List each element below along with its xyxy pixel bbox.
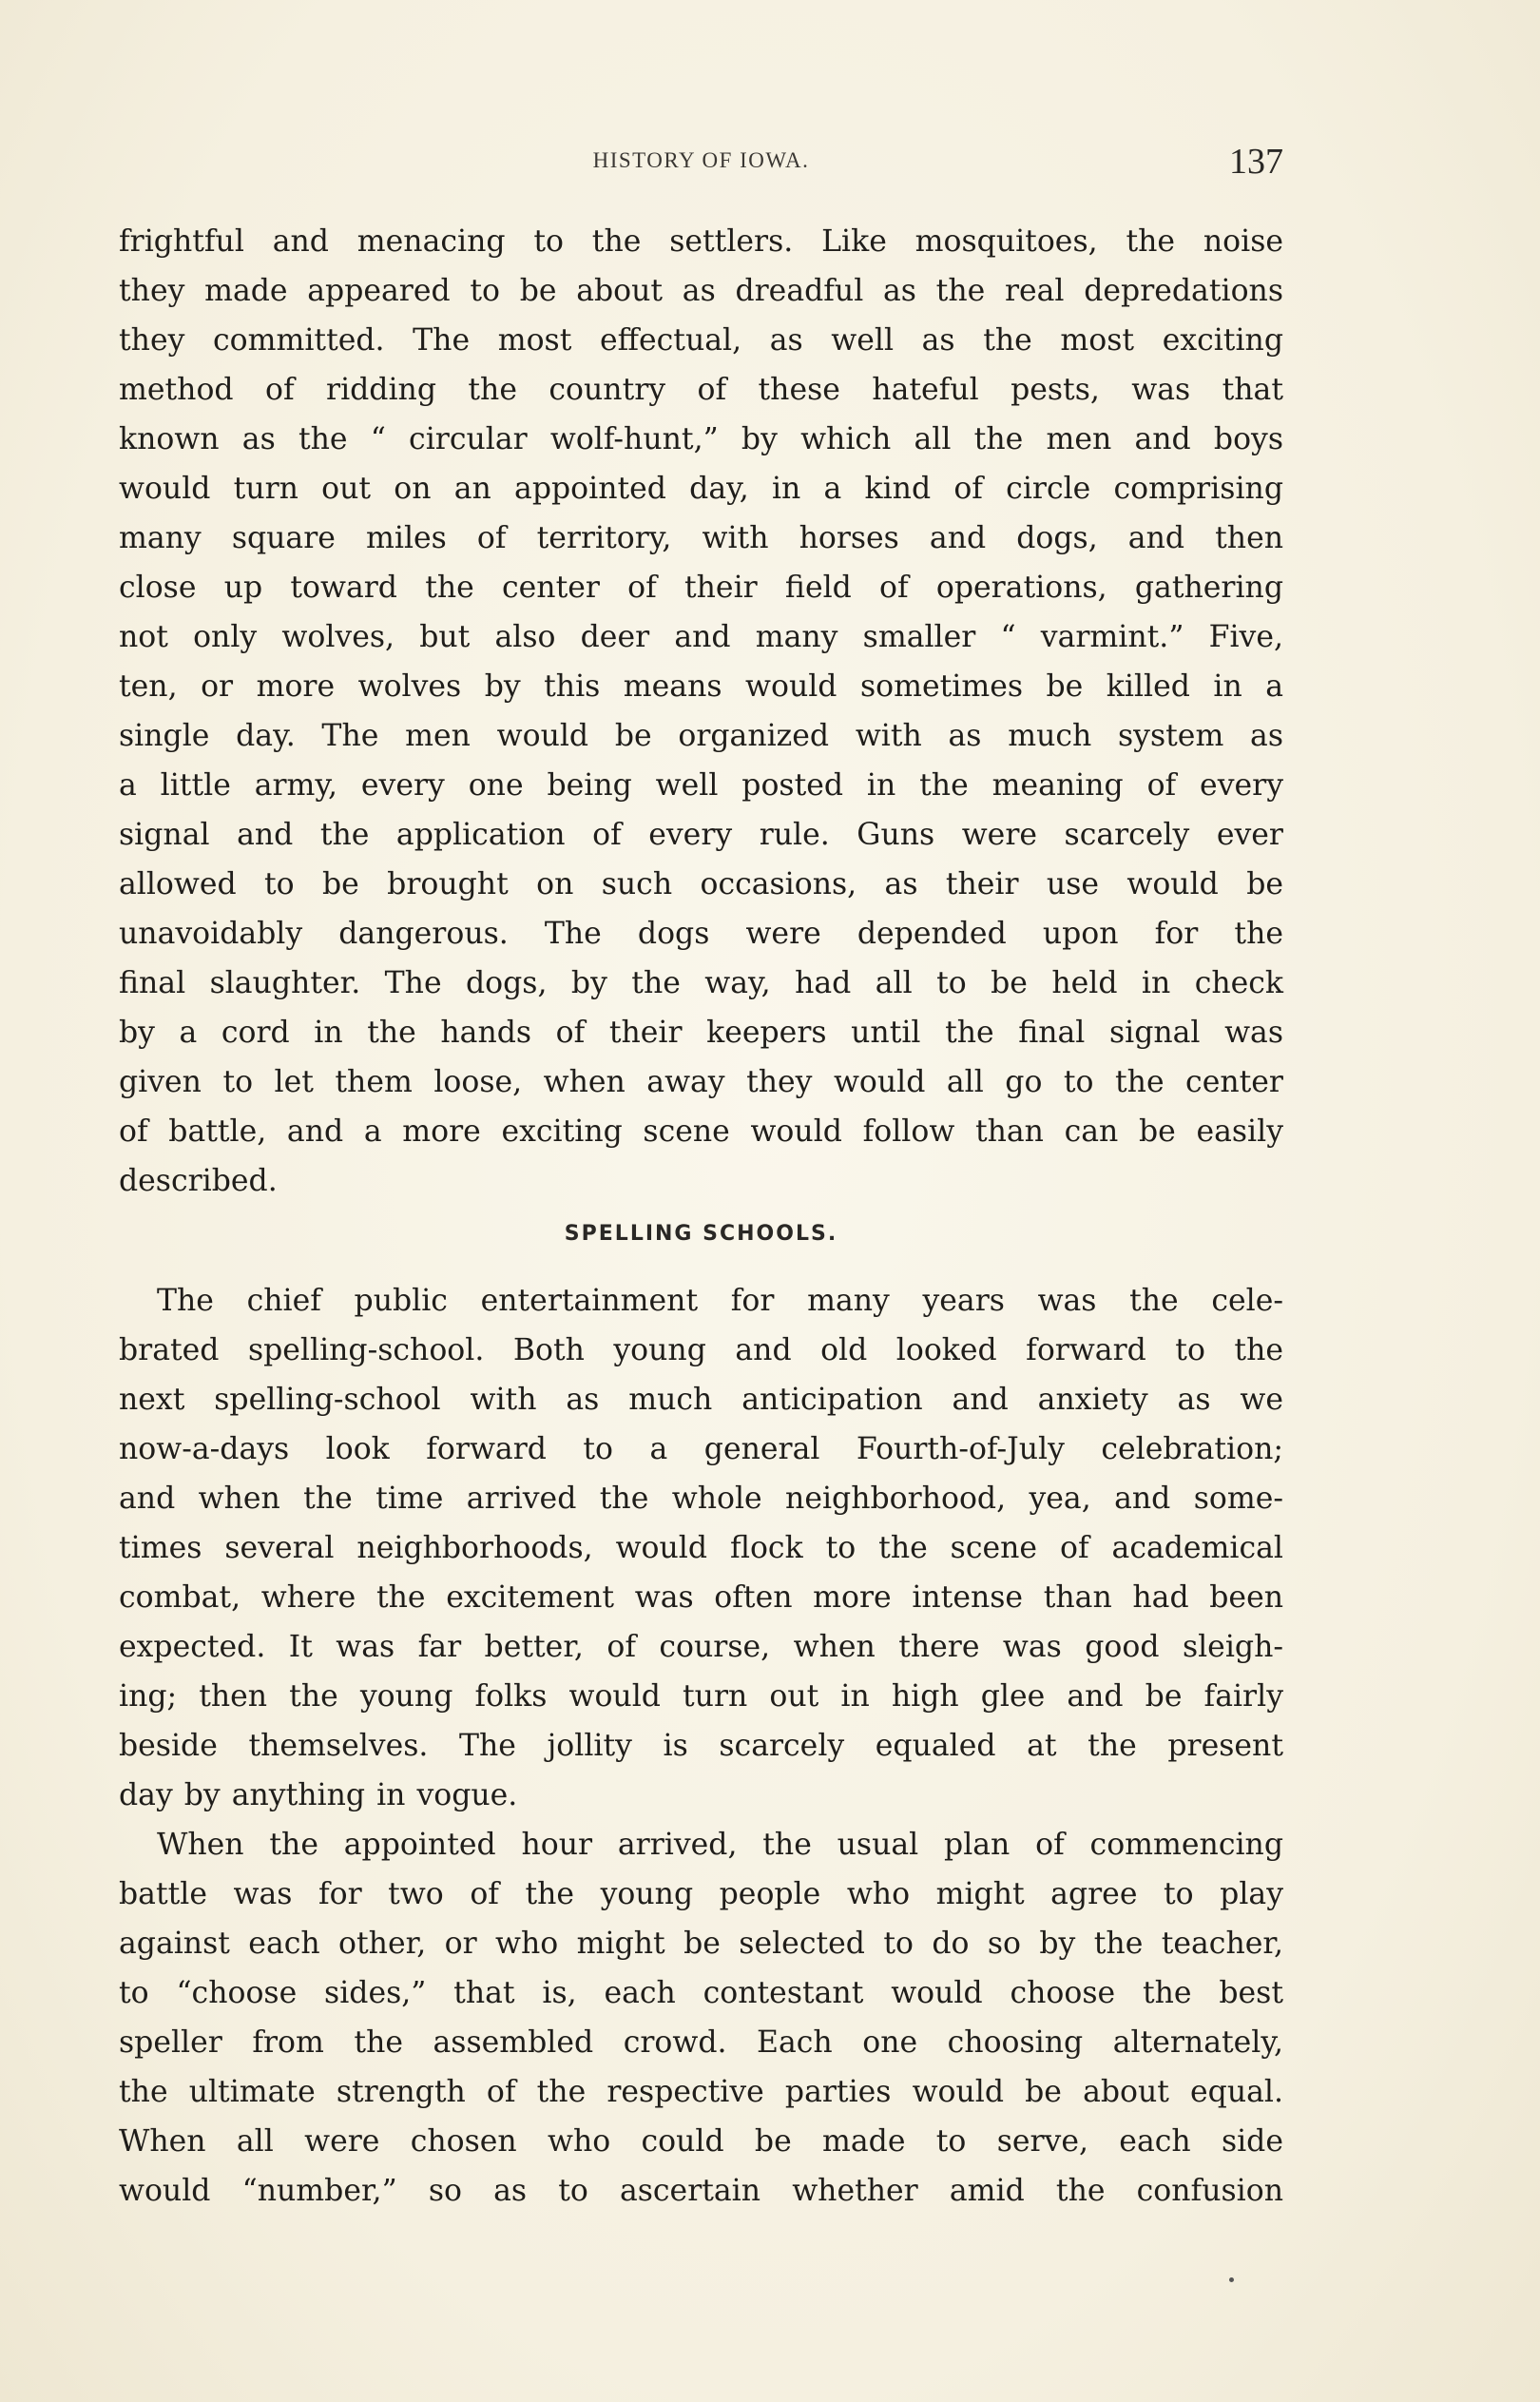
text-line: now-a-days look forward to a general Fourth-of-July celebration; [119, 1432, 1283, 1466]
text-line: unavoidably dangerous. The dogs were depended upon for the [119, 917, 1283, 951]
text-line: allowed to be brought on such occasions, as their use would be [119, 867, 1283, 901]
running-title: HISTORY OF IOWA. [592, 148, 810, 172]
text-line: combat, where the excitement was often more intense than had been [119, 1580, 1283, 1615]
text-line: expected. It was far better, of course, when there was good sleigh- [119, 1630, 1283, 1664]
text-line: When all were chosen who could be made to serve, each side [119, 2124, 1283, 2159]
text-line: would turn out on an appointed day, in a kind of circle comprising [119, 472, 1283, 506]
text-line: speller from the assembled crowd. Each one choosing alternately, [119, 2025, 1283, 2060]
text-line: not only wolves, but also deer and many smaller “ varmint.” Five, [119, 620, 1283, 654]
text-line: final slaughter. The dogs, by the way, had all to be held in check [119, 966, 1283, 1000]
text-line: brated spelling-school. Both young and old looked forward to the [119, 1333, 1283, 1367]
text-line: and when the time arrived the whole neighborhood, yea, and some- [119, 1482, 1283, 1516]
body-text [119, 217, 1283, 2216]
text-line: ing; then the young folks would turn out in high glee and be fairly [119, 1679, 1283, 1714]
page-number: 137 [1229, 142, 1283, 182]
text-line: given to let them loose, when away they would all go to the center [119, 1065, 1283, 1099]
text-line: of battle, and a more exciting scene would follow than can be easily [119, 1114, 1283, 1149]
text-line: When the appointed hour arrived, the usual plan of commencing [157, 1828, 1283, 1862]
text-line: close up toward the center of their field of operations, gathering [119, 571, 1283, 605]
text-line: The chief public entertainment for many years was the cele- [157, 1284, 1283, 1318]
text-line: they made appeared to be about as dreadful as the real depredations [119, 274, 1283, 308]
paragraph-choosing-sides [119, 1820, 1283, 2216]
text-line: the ultimate strength of the respective parties would be about equal. [119, 2075, 1283, 2109]
running-head [119, 141, 1283, 188]
paragraph-wolf-hunt [119, 217, 1283, 1206]
text-line: ten, or more wolves by this means would sometimes be killed in a [119, 669, 1283, 704]
text-line: signal and the application of every rule. Guns were scarcely ever [119, 818, 1283, 852]
text-line: a little army, every one being well posted in the meaning of every [119, 768, 1283, 803]
section-heading: SPELLING SCHOOLS. [564, 1222, 838, 1246]
text-line: would “number,” so as to ascertain whether amid the confusion [119, 2174, 1283, 2208]
text-line: they committed. The most effectual, as well as the most exciting [119, 323, 1283, 358]
text-line: many square miles of territory, with horses and dogs, and then [119, 521, 1283, 555]
text-line: beside themselves. The jollity is scarcely equaled at the present [119, 1729, 1283, 1763]
text-line: times several neighborhoods, would flock to the scene of academical [119, 1531, 1283, 1565]
page-speck [1229, 2277, 1234, 2282]
text-line: battle was for two of the young people who might agree to play [119, 1877, 1283, 1911]
text-line: against each other, or who might be selected to do so by the teacher, [119, 1927, 1283, 1961]
text-line: frightful and menacing to the settlers. Like mosquitoes, the noise [119, 224, 1283, 259]
paragraph-chief-entertainment [119, 1276, 1283, 1820]
text-line: to “choose sides,” that is, each contestant would choose the best [119, 1976, 1283, 2010]
text-line: day by anything in vogue. [119, 1778, 518, 1812]
text-line: known as the “ circular wolf-hunt,” by which all the men and boys [119, 422, 1283, 456]
text-line: described. [119, 1164, 278, 1198]
text-line: by a cord in the hands of their keepers until the final signal was [119, 1016, 1283, 1050]
text-line: next spelling-school with as much anticipation and anxiety as we [119, 1383, 1283, 1417]
text-line: single day. The men would be organized with as much system as [119, 719, 1283, 753]
text-line: method of ridding the country of these hateful pests, was that [119, 373, 1283, 407]
